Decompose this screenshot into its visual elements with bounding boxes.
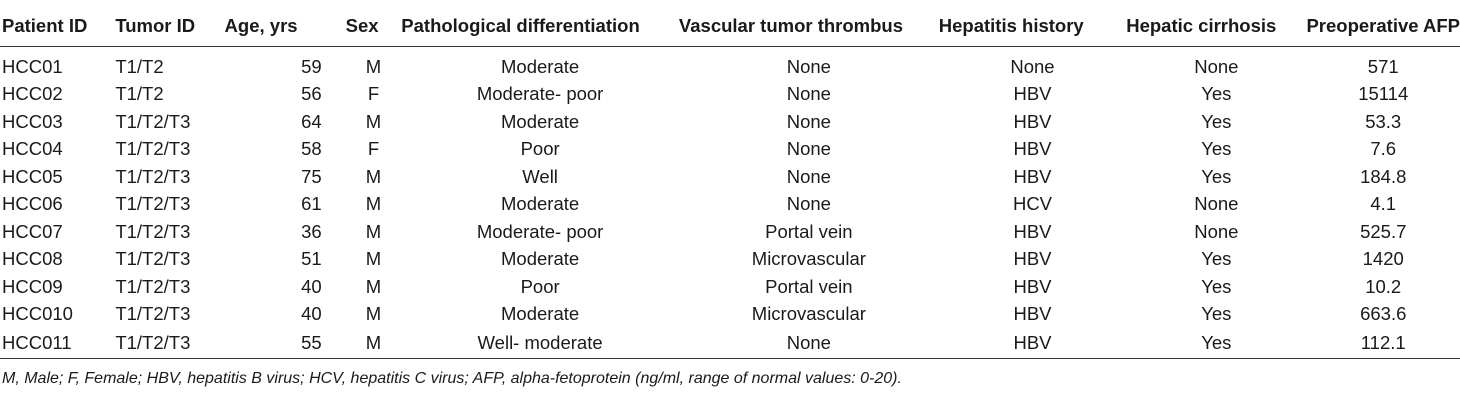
- cell-differentiation: Moderate: [501, 303, 580, 325]
- table-row: [0, 301, 1460, 329]
- cell-age: 61: [301, 193, 322, 215]
- cell-preoperative-afp: 663.6: [1360, 303, 1407, 325]
- cell-cirrhosis: None: [1194, 193, 1239, 215]
- cell-tumor-id: T1/T2/T3: [115, 248, 191, 270]
- cell-vascular-thrombus: Portal vein: [765, 275, 853, 297]
- table-row: [0, 273, 1460, 301]
- cell-patient-id: HCC04: [2, 138, 63, 160]
- cell-sex: M: [365, 220, 382, 242]
- header-pathological-differentiation: Pathological differentiation: [401, 6, 679, 47]
- cell-preoperative-afp: 184.8: [1360, 165, 1407, 187]
- cell-vascular-thrombus: Microvascular: [751, 248, 866, 270]
- cell-differentiation: Poor: [520, 275, 560, 297]
- cell-hepatitis-history: HBV: [1013, 165, 1052, 187]
- table-row: [0, 136, 1460, 164]
- header-tumor-id: Tumor ID: [115, 6, 224, 47]
- cell-cirrhosis: Yes: [1201, 110, 1232, 132]
- cell-preoperative-afp: 53.3: [1365, 110, 1402, 132]
- cell-sex: M: [365, 248, 382, 270]
- cell-tumor-id: T1/T2/T3: [115, 165, 191, 187]
- cell-patient-id: HCC09: [2, 275, 63, 297]
- cell-vascular-thrombus: None: [786, 165, 831, 187]
- cell-hepatitis-history: HBV: [1013, 110, 1052, 132]
- cell-patient-id: HCC06: [2, 193, 63, 215]
- cell-vascular-thrombus: Portal vein: [765, 220, 853, 242]
- cell-differentiation: Moderate- poor: [476, 220, 604, 242]
- cell-preoperative-afp: 571: [1367, 55, 1399, 77]
- cell-patient-id: HCC011: [0, 328, 115, 359]
- cell-sex: M: [365, 303, 382, 325]
- cell-patient-id: HCC03: [2, 110, 63, 132]
- table-row: [0, 163, 1460, 191]
- cell-sex: M: [365, 165, 382, 187]
- header-sex: Sex: [346, 6, 402, 47]
- cell-cirrhosis: Yes: [1201, 248, 1232, 270]
- cell-sex: M: [365, 110, 382, 132]
- cell-cirrhosis: Yes: [1201, 303, 1232, 325]
- cell-cirrhosis: Yes: [1201, 165, 1232, 187]
- cell-preoperative-afp: 4.1: [1370, 193, 1397, 215]
- header-patient-id: Patient ID: [0, 6, 115, 47]
- table-row: [0, 191, 1460, 219]
- cell-preoperative-afp: 1420: [1362, 248, 1404, 270]
- cell-tumor-id: T1/T2/T3: [115, 138, 191, 160]
- cell-age: 55: [225, 328, 346, 359]
- cell-hepatitis-history: HBV: [1013, 138, 1052, 160]
- cell-differentiation: Moderate- poor: [476, 83, 604, 105]
- cell-age: 58: [301, 138, 322, 160]
- table-row: [0, 81, 1460, 109]
- cell-tumor-id: T1/T2: [115, 55, 164, 77]
- cell-differentiation: Poor: [520, 138, 560, 160]
- cell-differentiation: Well: [522, 165, 558, 187]
- cell-tumor-id: T1/T2/T3: [115, 328, 224, 359]
- cell-sex: F: [367, 83, 380, 105]
- cell-patient-id: HCC01: [2, 55, 63, 77]
- cell-tumor-id: T1/T2: [115, 83, 164, 105]
- cell-hepatitis-history: HBV: [1013, 83, 1052, 105]
- cell-sex: F: [367, 138, 380, 160]
- cell-cirrhosis: Yes: [1201, 138, 1232, 160]
- header-hepatitis-history: Hepatitis history: [939, 6, 1126, 47]
- cell-differentiation: Moderate: [501, 193, 580, 215]
- cell-patient-id: HCC010: [2, 303, 73, 325]
- cell-vascular-thrombus: Microvascular: [751, 303, 866, 325]
- table-row: [0, 246, 1460, 274]
- cell-cirrhosis: Yes: [1201, 83, 1232, 105]
- table-footnote: M, Male; F, Female; HBV, hepatitis B virus; HCV, hepatitis C virus; AFP, alpha-fetoprotein (ng/ml, range of normal values: 0-20).: [2, 370, 902, 387]
- cell-vascular-thrombus: None: [786, 138, 831, 160]
- table-row: [0, 328, 1460, 359]
- table-row: [0, 218, 1460, 246]
- table-row: [0, 108, 1460, 136]
- cell-hepatitis-history: HBV: [1013, 275, 1052, 297]
- header-age: Age, yrs: [225, 6, 346, 47]
- cell-tumor-id: T1/T2/T3: [115, 193, 191, 215]
- cell-age: 40: [301, 303, 322, 325]
- cell-tumor-id: T1/T2/T3: [115, 220, 191, 242]
- header-vascular-tumor-thrombus: Vascular tumor thrombus: [679, 6, 939, 47]
- cell-vascular-thrombus: None: [786, 55, 831, 77]
- cell-sex: M: [365, 55, 382, 77]
- cell-hepatitis-history: HBV: [1013, 220, 1052, 242]
- cell-age: 59: [301, 55, 322, 77]
- cell-cirrhosis: Yes: [1201, 275, 1232, 297]
- cell-vascular-thrombus: None: [786, 110, 831, 132]
- cell-sex: M: [346, 328, 402, 359]
- header-preoperative-afp: Preoperative AFP: [1306, 6, 1460, 47]
- cell-hepatitis-history: None: [1010, 55, 1055, 77]
- table-body: [0, 47, 1460, 359]
- cell-tumor-id: T1/T2/T3: [115, 110, 191, 132]
- cell-patient-id: HCC08: [2, 248, 63, 270]
- patient-table: [0, 6, 1460, 359]
- cell-hepatitis-history: HCV: [1012, 193, 1053, 215]
- cell-age: 36: [301, 220, 322, 242]
- cell-cirrhosis: None: [1194, 220, 1239, 242]
- cell-age: 64: [301, 110, 322, 132]
- table-row: [0, 47, 1460, 81]
- cell-patient-id: HCC02: [2, 83, 63, 105]
- cell-sex: M: [365, 193, 382, 215]
- cell-differentiation: Moderate: [501, 55, 580, 77]
- cell-vascular-thrombus: None: [786, 193, 831, 215]
- cell-patient-id: HCC05: [2, 165, 63, 187]
- cell-preoperative-afp: 10.2: [1365, 275, 1402, 297]
- cell-age: 51: [301, 248, 322, 270]
- cell-differentiation: Moderate: [501, 248, 580, 270]
- cell-cirrhosis: Yes: [1126, 328, 1306, 359]
- cell-sex: M: [365, 275, 382, 297]
- cell-preoperative-afp: 7.6: [1370, 138, 1397, 160]
- cell-patient-id: HCC07: [2, 220, 63, 242]
- cell-preoperative-afp: 15114: [1358, 83, 1409, 105]
- header-row: [0, 6, 1460, 47]
- cell-vascular-thrombus: None: [679, 328, 939, 359]
- cell-hepatitis-history: HBV: [1013, 303, 1052, 325]
- cell-tumor-id: T1/T2/T3: [115, 303, 191, 325]
- header-hepatic-cirrhosis: Hepatic cirrhosis: [1126, 6, 1306, 47]
- cell-cirrhosis: None: [1194, 55, 1239, 77]
- cell-tumor-id: T1/T2/T3: [115, 275, 191, 297]
- cell-hepatitis-history: HBV: [939, 328, 1126, 359]
- cell-differentiation: Well- moderate: [401, 328, 679, 359]
- cell-hepatitis-history: HBV: [1013, 248, 1052, 270]
- cell-vascular-thrombus: None: [786, 83, 831, 105]
- cell-preoperative-afp: 525.7: [1360, 220, 1407, 242]
- cell-preoperative-afp: 112.1: [1306, 328, 1460, 359]
- cell-age: 40: [301, 275, 322, 297]
- cell-age: 56: [301, 83, 322, 105]
- cell-age: 75: [301, 165, 322, 187]
- cell-differentiation: Moderate: [501, 110, 580, 132]
